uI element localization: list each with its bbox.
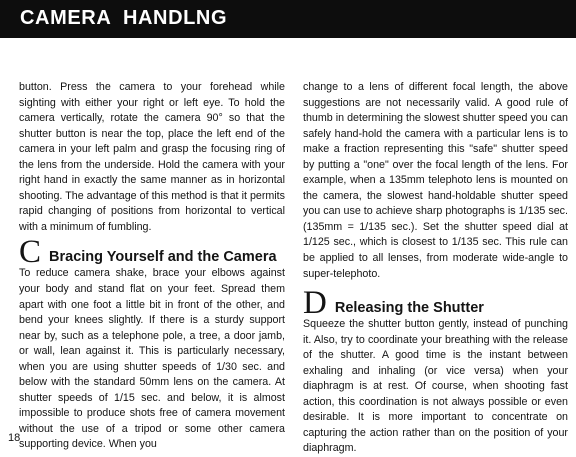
section-letter-d: D [303, 285, 327, 322]
section-letter-c: C [19, 234, 42, 271]
page-title: CAMERA HANDLNG [20, 7, 228, 29]
paragraph-vertical-hold: button. Press the camera to your forehead while sighting with either your right or left eye. To hold the camera vertically, rotate the camera 90° so that the shutter button is near the top, place the left end of the camera in your left palm and grasp the focusing ring of the lens from the underside. Hold the camera with your right hand in exactly the same manner as in horizontal shooting. The advantage of this method is that it permits rapid changing of positions from horizontal to vertical with a minimum of fumbling. [19, 81, 285, 233]
page-number: 18 [8, 432, 21, 444]
right-column [303, 80, 568, 457]
header-bar [0, 0, 576, 38]
section-title-releasing: Releasing the Shutter [334, 300, 484, 317]
paragraph-bracing: To reduce camera shake, brace your elbows against your body and stand flat on your feet. Spread them apart with one foot a little bit in front of the other, and bend your knees slightly. If there is a sturdy support near by, such as a telephone pole, a tree, a door jamb, or wall, lean against it. This is particularly necessary, when you are using shutter speeds of 1/30 sec. and below with the standard 50mm lens on the camera. At shutter speeds of 1/15 sec. and below, it is almost impossible to produce shots free of camera movement without the use of a tripod or some other camera supporting device. When you [19, 267, 285, 451]
paragraph-releasing: Squeeze the shutter button gently, instead of punching it. Also, try to coordinate your breathing with the release of the shutter. A good time is the instant between exhaling and inhaling (or vice versa) when your diaphragm is at rest. Of course, when shooting fast action, this coordination is not always possible or even desirable. It is more important to concentrate on capturing the action rather than on the position of your diaphragm. [303, 318, 568, 455]
paragraph-focal-length-rule: change to a lens of different focal length, the above suggestions are not necessarily valid. A good rule of thumb in determining the slowest shutter speed you can safely hand-hold the camera with a particular lens is to make a fraction representing this "safe" shutter speed by putting a "one" over the focal length of the lens. For example, when a 135mm telephoto lens is mounted on the camera, the slowest hand-holdable shutter speed you can use to achieve sharp photographs is 1/135 sec. (135mm = 1/135 sec.). Set the shutter speed dial at 1/125 sec., which is closest to 1/135 sec. This rule can be applied to all lenses, from moderate wide-angle to super-telephoto. [303, 81, 568, 280]
left-column [19, 80, 285, 453]
section-heading-bracing [19, 234, 285, 271]
section-title-bracing: Bracing Yourself and the Camera [49, 249, 277, 266]
section-heading-releasing [303, 285, 568, 322]
